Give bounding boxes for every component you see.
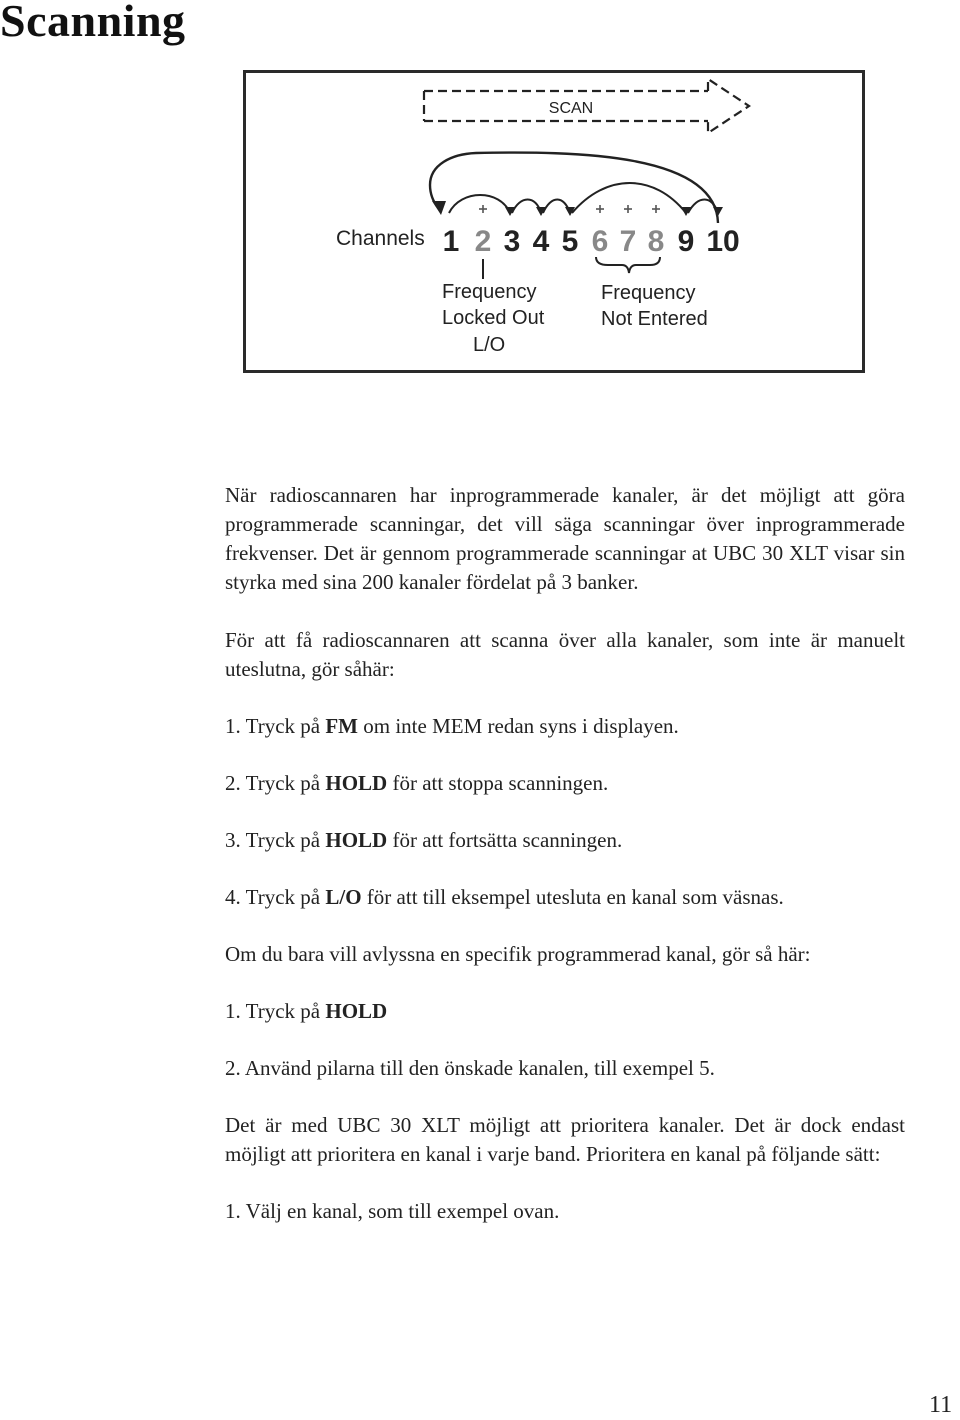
- locked-out-label-line: Frequency: [442, 281, 537, 303]
- locked-out-label-line: L/O: [473, 334, 506, 356]
- priority-paragraph: Det är med UBC 30 XLT möjligt att prioritera kanaler. Det är dock endast möjligt att prioritera en kanal i varje band. Prioritera en kanal på följande sätt:: [225, 1113, 905, 1166]
- channel-number: 8: [647, 225, 665, 258]
- step-item: 1. Välj en kanal, som till exempel ovan.: [225, 1199, 560, 1223]
- body-text: [225, 481, 905, 1226]
- channel-number: 4: [532, 225, 550, 258]
- channel-number: 1: [442, 225, 460, 258]
- step-item: 1. Tryck på FM om inte MEM redan syns i displayen.: [225, 714, 679, 738]
- key-name: HOLD: [325, 828, 388, 852]
- step-item: 3. Tryck på HOLD för att fortsätta scanningen.: [225, 828, 623, 852]
- step-item: 4. Tryck på L/O för att till eksempel utesluta en kanal som väsnas.: [225, 885, 784, 909]
- channel-hop-arcs: [449, 183, 718, 213]
- key-name: HOLD: [325, 999, 388, 1023]
- channels-label: Channels: [336, 227, 425, 250]
- key-name: HOLD: [325, 771, 388, 795]
- locked-out-label-line: Locked Out: [442, 307, 545, 329]
- step-item: 2. Använd pilarna till den önskade kanalen, till exempel 5.: [225, 1056, 715, 1080]
- channel-number: 5: [561, 225, 579, 258]
- channel-number: 7: [619, 225, 637, 258]
- channel-number: 3: [503, 225, 521, 258]
- channel-number: 2: [474, 225, 492, 258]
- scan-label: SCAN: [548, 100, 594, 117]
- scanning-diagram: [243, 70, 865, 373]
- not-entered-bracket: [596, 257, 660, 273]
- key-name: L/O: [325, 885, 362, 909]
- step-item: 1. Tryck på HOLD: [225, 999, 388, 1023]
- channel-number: 6: [591, 225, 609, 258]
- page-title: Scanning: [0, 0, 186, 46]
- scan-all-paragraph: För att få radioscannaren att scanna över alla kanaler, som inte är manuelt uteslutna, gör såhär:: [225, 628, 905, 681]
- return-arc: [430, 153, 718, 223]
- step-item: 2. Tryck på HOLD för att stoppa scanningen.: [225, 771, 609, 795]
- page-number: 11: [929, 1392, 953, 1418]
- channel-number: 10: [706, 225, 740, 258]
- not-entered-label-line: Not Entered: [601, 308, 708, 330]
- not-entered-label-line: Frequency: [601, 282, 696, 304]
- specific-channel-paragraph: Om du bara vill avlyssna en specifik programmerad kanal, gör så här:: [225, 942, 811, 966]
- channel-number: 9: [677, 225, 695, 258]
- key-name: FM: [325, 714, 359, 738]
- intro-paragraph: När radioscannaren har inprogrammerade kanaler, är det möjligt att göra programmerade scanningar, det vill säga scanningar över inprogrammerade frekvenser. Det är gennom programmerade scanningar at UBC 30 XLT visar sin styrka med sina 200 kanaler fördelat på 3 banker.: [225, 483, 905, 594]
